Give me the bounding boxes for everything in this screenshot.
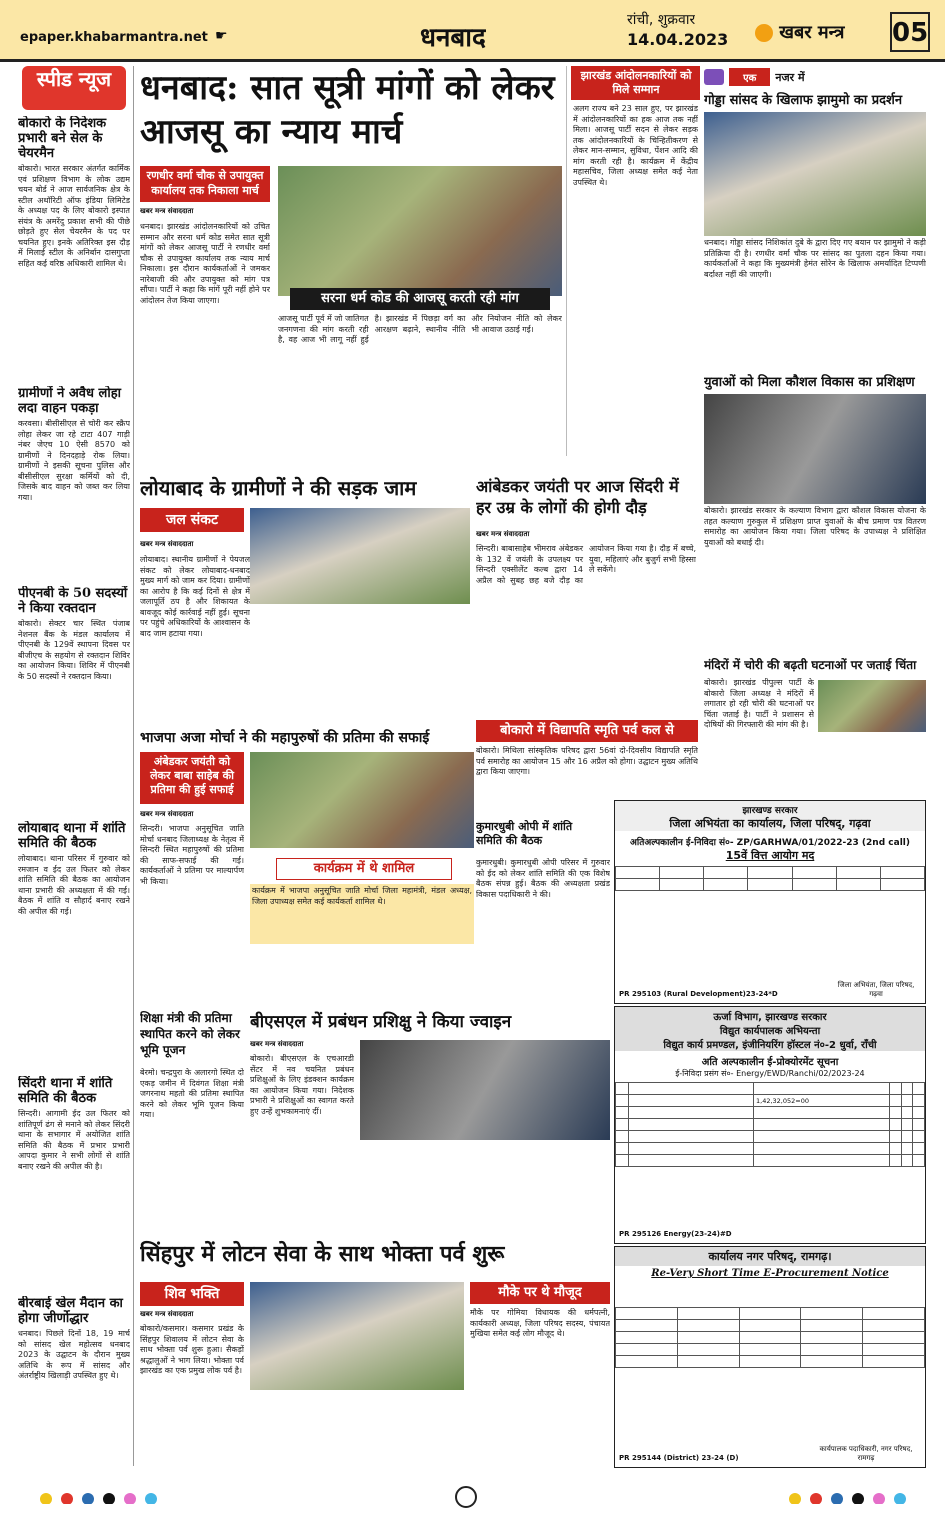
registration-dot-icon	[40, 1493, 52, 1504]
lead-body: धनबाद। झारखंड आंदोलनकारियों को उचित सम्मान और सरना धर्म कोड समेत सात सूत्री मांगों को लेकर आजसू पार्टी ने रणधीर वर्मा चौक से उपायुक्त कार्यालय तक न्याय मार्च निकाला। इस दौरान कार्यकर्ताओं ने जमकर नारेबाजी की और उपायुक्त को मांग पत्र सौंपा। पार्टी ने कहा कि मांगें पूरी नहीं होने पर आंदोलन तेज किया जाएगा।	[140, 222, 270, 305]
story-title: पीएनबी के 50 सदस्यों ने किया रक्तदान	[18, 586, 128, 616]
ambedkar-headline: आंबेडकर जयंती पर आज सिंदरी में हर उम्र के लोगों की होगी दौड़	[476, 477, 679, 517]
temple-body: बोकारो। झारखंड पीपुल्स पार्टी के बोकारो जिला अध्यक्ष ने मंदिरों में लगातार हो रही चोरी की घटनाओं पर चिंता जताई है। पार्टी ने प्रशासन से दोषियों की गिरफ्तारी की मांग की है।	[704, 678, 814, 729]
city-name: धनबाद	[420, 23, 486, 53]
ad1-org: झारखण्ड सरकार	[615, 801, 925, 816]
sinhpur-side-body: मौके पर गोमिया विधायक की धर्मपत्नी, कार्यकारी अध्यक्ष, जिला परिषद सदस्य, पंचायत मुखिया समेत कई लोग मौजूद थे।	[470, 1308, 610, 1338]
left-stories	[18, 116, 130, 1466]
bsl-headline: बीएसएल में प्रबंधन प्रशिक्षु ने किया ज्वाइन	[250, 1012, 512, 1032]
story-title: बोकारो के निदेशक प्रभारी बने सेल के चेयरमैन	[18, 116, 107, 161]
page-number: 05	[890, 12, 930, 52]
sinhpur-body: बोकारो/कसमार। कसमार प्रखंड के सिंहपुर शिवालय में लोटन सेवा के साथ भोक्ता पर्व शुरू हुआ। सैकड़ों श्रद्धालुओं ने भाग लिया। भोक्ता पर्व झारखंड का एक प्रमुख लोक पर्व है।	[140, 1324, 244, 1375]
sinhpur-body-continued	[250, 1394, 464, 1468]
bsl-byline: खबर मन्त्र संवाददाता	[250, 1040, 304, 1048]
story-title: ग्रामीणों ने अवैध लोहा लदा वाहन पकड़ा	[18, 386, 122, 416]
jmm-body: धनबाद। गोड्डा सांसद निशिकांत दुबे के द्वारा दिए गए बयान पर झामुमो ने कड़ी प्रतिक्रिया दी है। रणधीर वर्मा चौक पर सांसद का पुतला दहन किया गया। कार्यकर्ताओं ने कहा कि मुख्यमंत्री हेमंत सोरेन के खिलाफ अमर्यादित टिप्पणी बर्दाश्त नहीं की जाएगी।	[704, 238, 926, 279]
brand-name: खबर मन्त्र	[779, 22, 845, 43]
ad3-signature: कार्यपालक पदाधिकारी, नगर परिषद, रामगढ़	[819, 1445, 913, 1462]
registration-dot-icon	[831, 1493, 843, 1504]
education-headline: शिक्षा मंत्री की प्रतिमा स्थापित करने को लेकर भूमि पूजन	[140, 1011, 240, 1057]
ad2-office: विद्युत कार्य प्रमण्डल, इंजीनियरिंग हॉस्टल नं०-2 धुर्वा, राँची	[615, 1037, 925, 1051]
youth-headline: युवाओं को मिला कौशल विकास का प्रशिक्षण	[704, 375, 915, 390]
ambedkar-byline: खबर मन्त्र संवाददाता	[476, 530, 530, 538]
ad-energy	[614, 1006, 926, 1244]
ad1-sub: 15वें वित्त आयोग मद	[725, 849, 815, 862]
place-day: रांची, शुक्रवार	[627, 12, 696, 28]
ad3-notice: Re-Very Short Time E-Procurement Notice	[651, 1268, 889, 1279]
lead-headline: धनबाद: सात सूत्री मांगों को लेकर आजसू का न्याय मार्च	[140, 68, 555, 152]
bjp-body-continued	[250, 948, 474, 1008]
ek-nazar-logo-icon	[704, 69, 724, 85]
youth-body: बोकारो। झारखंड सरकार के कल्याण विभाग द्वारा कौशल विकास योजना के तहत कल्याण गुरुकुल में प्रशिक्षण प्राप्त युवाओं के बीच प्रमाण पत्र वितरण समारोह का आयोजन किया गया। जिला परिषद के उपाध्यक्ष ने प्रशिक्षित युवाओं को बधाई दी।	[704, 506, 926, 547]
story-body: लोयाबाद। थाना परिसर में गुरुवार को रमजान व ईद उल फितर को लेकर शांति समिति की बैठक का आयोजन थाना प्रभारी की अध्यक्षता में की गई। बैठक में शांति व सौहार्द बनाए रखने की अपील की गई।	[18, 854, 130, 916]
brand-emblem-icon	[755, 24, 773, 42]
ad3-table	[615, 1307, 925, 1368]
registration-dot-icon	[873, 1493, 885, 1504]
ad2-table	[615, 1082, 925, 1167]
registration-dots-right	[610, 1490, 910, 1504]
story-body: बोकारो। सेक्टर चार स्थित पंजाब नेशनल बैंक के मंडल कार्यालय में पीएनबी के 129वें स्थापना दिवस पर बीजीएच के सहयोग से रक्तदान शिविर का आयोजन किया। शिविर में पीएनबी के 50 सदस्यों ने रक्तदान किया।	[18, 619, 130, 681]
kumardhubi-body: कुमारधुबी। कुमारधुबी ओपी परिसर में गुरुवार को ईद को लेकर शांति समिति की एक विशेष बैठक संपन्न हुई। बैठक की अध्यक्षता प्रखंड विकास पदाधिकारी ने की।	[476, 858, 610, 899]
bjp-caption: कार्यक्रम में थे शामिल	[276, 858, 452, 880]
registration-dot-icon	[103, 1493, 115, 1504]
bjp-headline: भाजपा अजा मोर्चा ने की महापुरुषों की प्रतिमा की सफाई	[140, 730, 430, 746]
ad2-org: ऊर्जा विभाग, झारखण्ड सरकार	[615, 1007, 925, 1023]
ad1-dept: जिला अभियंता का कार्यालय, जिला परिषद्, गढ़वा	[615, 816, 925, 831]
brand-logo	[755, 20, 885, 48]
issue-date: 14.04.2023	[627, 30, 729, 49]
bjp-subhead: अंबेडकर जयंती को लेकर बाबा साहेब की प्रतिमा की हुई सफाई	[140, 752, 244, 804]
loyabad-byline: खबर मन्त्र संवाददाता	[140, 540, 194, 548]
ambedkar-body: सिन्दरी। बाबासाहेब भीमराव अंबेडकर के 132 वें जयंती के उपलक्ष्य पर सिन्दरी एक्सीलेंट कल्ब द्वारा 14 अप्रैल को सुबह छह बजे दौड़ का आयोजन किया गया है। दौड़ में बच्चे, युवा, महिलाएं और बुजुर्ग सभी हिस्सा ले सकेंगे।	[476, 544, 696, 585]
ad2-ref: ई-निविदा प्रसंग सं०- Energy/EWD/Ranchi/02/2023-24	[675, 1069, 865, 1078]
lead-photo	[278, 166, 562, 296]
registration-dot-icon	[894, 1493, 906, 1504]
andolankari-body: अलग राज्य बने 23 साल हुए, पर झारखंड में आंदोलनकारियों का हक आज तक नहीं मिला। आजसू पार्टी सदन से लेकर सड़क तक आंदोलनकारियों के चिन्हितीकरण से लेकर मान-सम्मान, सुविधा, पेंशन आदि की मांग करती रही है। कार्यक्रम में केंद्रीय महासचिव, जिला अध्यक्ष समेत कई नेता उपस्थित थे।	[573, 104, 698, 187]
sinhpur-byline: खबर मन्त्र संवाददाता	[140, 1310, 194, 1318]
ek-nazar-header	[704, 66, 926, 86]
bjp-caption-body: कार्यक्रम में भाजपा अनुसूचित जाति मोर्चा जिला महामंत्री, मंडल अध्यक्ष, जिला उपाध्यक्ष समेत कई कार्यकर्ता शामिल थे।	[250, 884, 474, 944]
story-body: बोकारो। भारत सरकार अंतर्गत कार्मिक एवं प्रशिक्षण विभाग के लोक उद्यम चयन बोर्ड ने आज सार्वजनिक क्षेत्र के स्टील अथॉरिटी ऑफ इंडिया लिमिटेड के अध्यक्ष पद के लिए बोकारो इस्पात संयंत्र के अमरेंदु प्रकाश सभी की पीछे छोड़ते हुए सेल चेयरमैन के पद पर चयनित हुए। इनके अतिरिक्त इस दौड़ में मिलाई स्टील के अनिर्बान दासगुप्ता सहित कई वरिष्ठ अधिकारी शामिल थे।	[18, 164, 130, 268]
jmm-headline: गोड्डा सांसद के खिलाफ झामुमो का प्रदर्शन	[704, 93, 903, 108]
ad1-signature: जिला अभियंता, जिला परिषद, गढ़वा	[837, 981, 915, 998]
registration-dot-icon	[124, 1493, 136, 1504]
story-body: धनबाद। पिछले दिनों 18, 19 मार्च को सांसद खेल महोत्सव धनबाद 2023 के उद्घाटन के दौरान मुख्य अतिथि के रूप में सांसद और अंतर्राष्ट्रीय खिलाड़ी उपस्थित हुए थे।	[18, 1329, 130, 1380]
bsl-photo	[360, 1040, 610, 1140]
site-url[interactable]: epaper.khabarmantra.net	[20, 30, 208, 45]
registration-dot-icon	[61, 1493, 73, 1504]
ad3-org: कार्यालय नगर परिषद्, रामगढ़।	[615, 1247, 925, 1266]
bsl-body-continued	[360, 1144, 610, 1226]
ad-garhwa	[614, 800, 926, 1004]
temple-photo	[818, 680, 926, 732]
ad3-intro	[615, 1279, 925, 1307]
ek-tag: एक	[729, 68, 770, 86]
speed-news-badge: स्पीड न्यूज	[22, 66, 126, 110]
loyabad-body-continued	[250, 608, 470, 726]
bsl-body: बोकारो। बीएसएल के एचआरडी सेंटर में नव चयनित प्रबंधन प्रशिक्षुओं के लिए इंडक्शन कार्यक्रम का आयोजन किया गया। निदेशक प्रभारी ने प्रशिक्षुओं का स्वागत करते हुए उन्हें शुभकामनाएं दीं।	[250, 1054, 354, 1116]
loyabad-photo	[250, 508, 470, 604]
ad1-table	[615, 866, 925, 891]
ad2-footer: PR 295126 Energy(23-24)#D	[619, 1230, 732, 1238]
ad1-terms	[615, 891, 925, 979]
jmm-photo	[704, 112, 926, 236]
story-title: लोयाबाद थाना में शांति समिति की बैठक	[18, 821, 126, 851]
sinhpur-side-title: मौके पर थे मौजूद	[470, 1282, 610, 1304]
story-title: सिंदरी थाना में शांति समिति की बैठक	[18, 1076, 113, 1106]
ad-ramgarh	[614, 1246, 926, 1468]
ad2-amount: 1,42,32,052=00	[754, 1095, 890, 1107]
lead-body-continued: आजसू पार्टी पूर्व में जो जातिगत जनगणना की मांग करती रही है, वह आज भी लागू नहीं हुई है। झारखंड में पिछड़ा वर्ग का आरक्षण बढ़ाने, स्थानीय नीति और नियोजन नीति को लेकर भी आवाज उठाई गई।	[278, 314, 562, 344]
story-body: सिन्दरी। आगामी ईद उल फितर को शांतिपूर्ण ढंग से मनाने को लेकर सिंदरी थाना के सभागार में अयोजित शांति समिति की बैठक में प्रभार प्रभारी आपदा कुमार ने सभी लोगों से शांति बनाए रखने की अपील की है।	[18, 1109, 130, 1171]
column-divider	[133, 66, 134, 1466]
bjp-byline: खबर मन्त्र संवाददाता	[140, 810, 194, 818]
loyabad-subhead: जल संकट	[140, 508, 244, 532]
registration-dots-left	[40, 1490, 340, 1504]
loyabad-body: लोयाबाद। स्थानीय ग्रामीणों ने पेयजल संकट को लेकर लोयाबाद-धनबाद मुख्य मार्ग को जाम कर दिया। ग्रामीणों का आरोप है कि कई दिनों से क्षेत्र में जलापूर्ति ठप है और शिकायत के बावजूद कोई कार्रवाई नहीं हुई। सूचना पर पहुंचे अधिकारियों के आश्वासन के बाद जाम हटाया गया।	[140, 555, 250, 638]
crosshair-icon	[455, 1486, 477, 1508]
sinhpur-headline: सिंहपुर में लोटन सेवा के साथ भोक्ता पर्व शुरू	[140, 1241, 505, 1267]
story-body: करवसा। बीसीसीएल से चोरी कर स्क्रैप लोहा लेकर जा रहे टाटा 407 गाड़ी नंबर जेएच 10 ऐसी 8570 को ग्रामीणों ने दिनदहाड़े रोक लिया। ग्रामीणों ने इसकी सूचना पुलिस और बीसीसीएल सुरक्षा कर्मियों को दी, जिसके बाद वाहन को जब्त कर लिया गया।	[18, 419, 130, 502]
registration-dot-icon	[810, 1493, 822, 1504]
pointer-icon: ☛	[215, 28, 228, 44]
lead-subhead: रणधीर वर्मा चौक से उपायुक्त कार्यालय तक निकाला मार्च	[140, 166, 270, 202]
left-column	[18, 64, 130, 1472]
page-footer	[0, 1472, 945, 1517]
ad1-footer: PR 295103 (Rural Development)23-24*D	[619, 990, 778, 998]
sinhpur-subhead: शिव भक्ति	[140, 1282, 244, 1306]
lead-byline: खबर मन्त्र संवाददाता	[140, 207, 194, 215]
ad2-dept: विद्युत कार्यपालक अभियन्ता	[615, 1023, 925, 1037]
bjp-body: सिन्दरी। भाजपा अनुसूचित जाति मोर्चा धनबाद जिलाध्यक्ष के नेतृत्व में सिन्दरी स्थित महापुरुषों की प्रतिमा की साफ-सफाई की गई। कार्यकर्ताओं ने प्रतिमा पर माल्यार्पण भी किया।	[140, 824, 244, 886]
temple-headline: मंदिरों में चोरी की बढ़ती घटनाओं पर जताई चिंता	[704, 658, 917, 672]
education-body: बेरमो। चन्द्रपुरा के अलारगो स्थित दो एकड़ जमीन में दिवंगत शिक्षा मंत्री जगरनाथ महतो की प्रतिमा स्थापित करने को लेकर भूमि पूजन किया गया।	[140, 1068, 244, 1119]
andolankari-box	[566, 66, 700, 456]
nazar-tag: नजर में	[775, 71, 805, 84]
bjp-photo	[250, 752, 474, 848]
andolankari-title: झारखंड आंदोलनकारियों को मिले सम्मान	[571, 66, 700, 100]
kumardhubi-headline: कुमारधुबी ओपी में शांति समिति की बैठक	[476, 820, 573, 847]
ad1-notice: अतिअल्पकालीन ई-निविदा सं०- ZP/GARHWA/01/2022-23 (2nd call)	[630, 838, 910, 848]
ad3-footer: PR 295144 (District) 23-24 (D)	[619, 1454, 739, 1462]
smriti-headline: बोकारो में विद्यापति स्मृति पर्व कल से	[476, 720, 698, 742]
registration-dot-icon	[145, 1493, 157, 1504]
youth-photo	[704, 394, 926, 504]
ad2-notice: अति अल्पकालीन ई-प्रोक्योरमेंट सूचना	[701, 1057, 839, 1068]
story-title: बीरबाई खेल मैदान का होगा जीर्णोद्धार	[18, 1296, 123, 1326]
masthead	[0, 0, 945, 62]
loyabad-headline: लोयाबाद के ग्रामीणों ने की सड़क जाम	[140, 476, 417, 500]
sinhpur-photo	[250, 1282, 464, 1390]
smriti-body: बोकारो। मिथिला सांस्कृतिक परिषद द्वारा 56वां दो-दिवसीय विद्यापति स्मृति पर्व समारोह का आयोजन 15 और 16 अप्रैल को होगा। उद्घाटन मुख्य अतिथि द्वारा किया जाएगा।	[476, 746, 698, 776]
registration-dot-icon	[789, 1493, 801, 1504]
registration-dot-icon	[82, 1493, 94, 1504]
lead-photo-caption: सरना धर्म कोड की आजसू करती रही मांग	[290, 288, 550, 310]
registration-dot-icon	[852, 1493, 864, 1504]
